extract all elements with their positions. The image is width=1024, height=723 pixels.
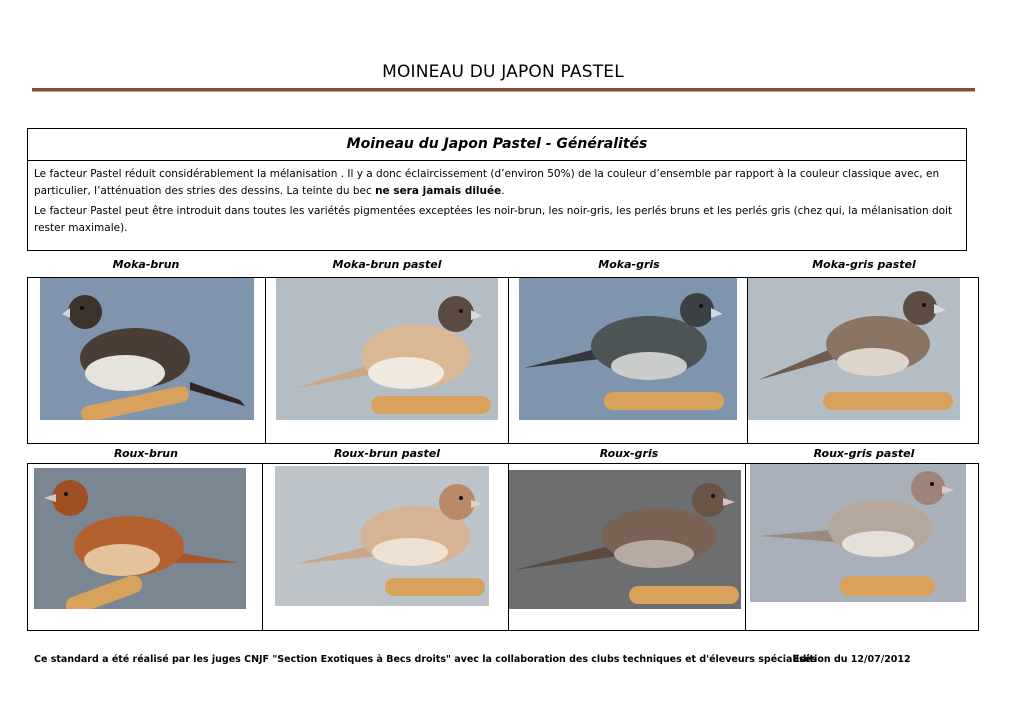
footer-edition: Edition du 12/07/2012: [793, 654, 911, 665]
page-title: MOINEAU DU JAPON PASTEL: [382, 62, 624, 82]
para1-bold: ne sera jamais diluée: [375, 185, 502, 197]
generalites-paragraph-2: Le facteur Pastel peut être introduit dans toutes les variétés pigmentées exceptées les noir-brun, les noir-gris, les perlés bruns et les perlés gris (chez qui, la mélanisation doit rester maximale).: [34, 205, 953, 234]
caption-roux-brun-pastel: Roux-brun pastel: [333, 447, 441, 460]
photo-roux-gris-pastel: [750, 464, 966, 602]
generalites-body: [28, 161, 966, 237]
row2-captions: [27, 447, 979, 461]
cell-roux-gris: [509, 464, 747, 630]
photo-moka-brun: [40, 278, 254, 420]
cell-moka-brun: [28, 278, 266, 443]
photo-roux-gris: [509, 470, 741, 609]
caption-moka-brun: Moka-brun: [112, 258, 180, 271]
caption-moka-brun-pastel: Moka-brun pastel: [332, 258, 442, 271]
photo-moka-gris-pastel: [748, 278, 960, 420]
row2-photo-grid: [27, 463, 979, 631]
caption-moka-gris-pastel: Moka-gris pastel: [812, 258, 916, 271]
title-underline: [32, 88, 975, 92]
cell-roux-brun: [28, 464, 263, 630]
cell-moka-gris: [509, 278, 749, 443]
cell-moka-gris-pastel: [748, 278, 978, 443]
photo-moka-brun-pastel: [276, 278, 498, 420]
para1-text: Le facteur Pastel réduit considérablement la mélanisation . Il y a donc éclaircissement (d’environ 50%) de la couleur d’ensemble par rapport à la couleur classique avec, en particulier, l’atténuation des stries des dessins. La teinte du bec: [34, 168, 940, 197]
cell-roux-brun-pastel: [263, 464, 509, 630]
cell-roux-gris-pastel: [746, 464, 978, 630]
generalites-paragraph-1: [34, 166, 960, 200]
caption-roux-brun: Roux-brun: [114, 447, 178, 460]
photo-roux-brun: [34, 468, 246, 609]
row1-photo-grid: [27, 277, 979, 444]
footer-credit: Ce standard a été réalisé par les juges CNJF "Section Exotiques à Becs droits" avec la collaboration des clubs techniques et d'éleveurs spécialisés: [34, 654, 817, 665]
photo-roux-brun-pastel: [275, 466, 489, 606]
para1-end: .: [501, 185, 505, 197]
row1-captions: [27, 258, 979, 272]
cell-moka-brun-pastel: [266, 278, 509, 443]
generalites-box: [27, 128, 967, 251]
generalites-heading: Moineau du Japon Pastel - Généralités: [28, 129, 966, 161]
caption-roux-gris: Roux-gris: [599, 447, 659, 460]
caption-moka-gris: Moka-gris: [598, 258, 660, 271]
caption-roux-gris-pastel: Roux-gris pastel: [813, 447, 915, 460]
photo-moka-gris: [519, 278, 737, 420]
